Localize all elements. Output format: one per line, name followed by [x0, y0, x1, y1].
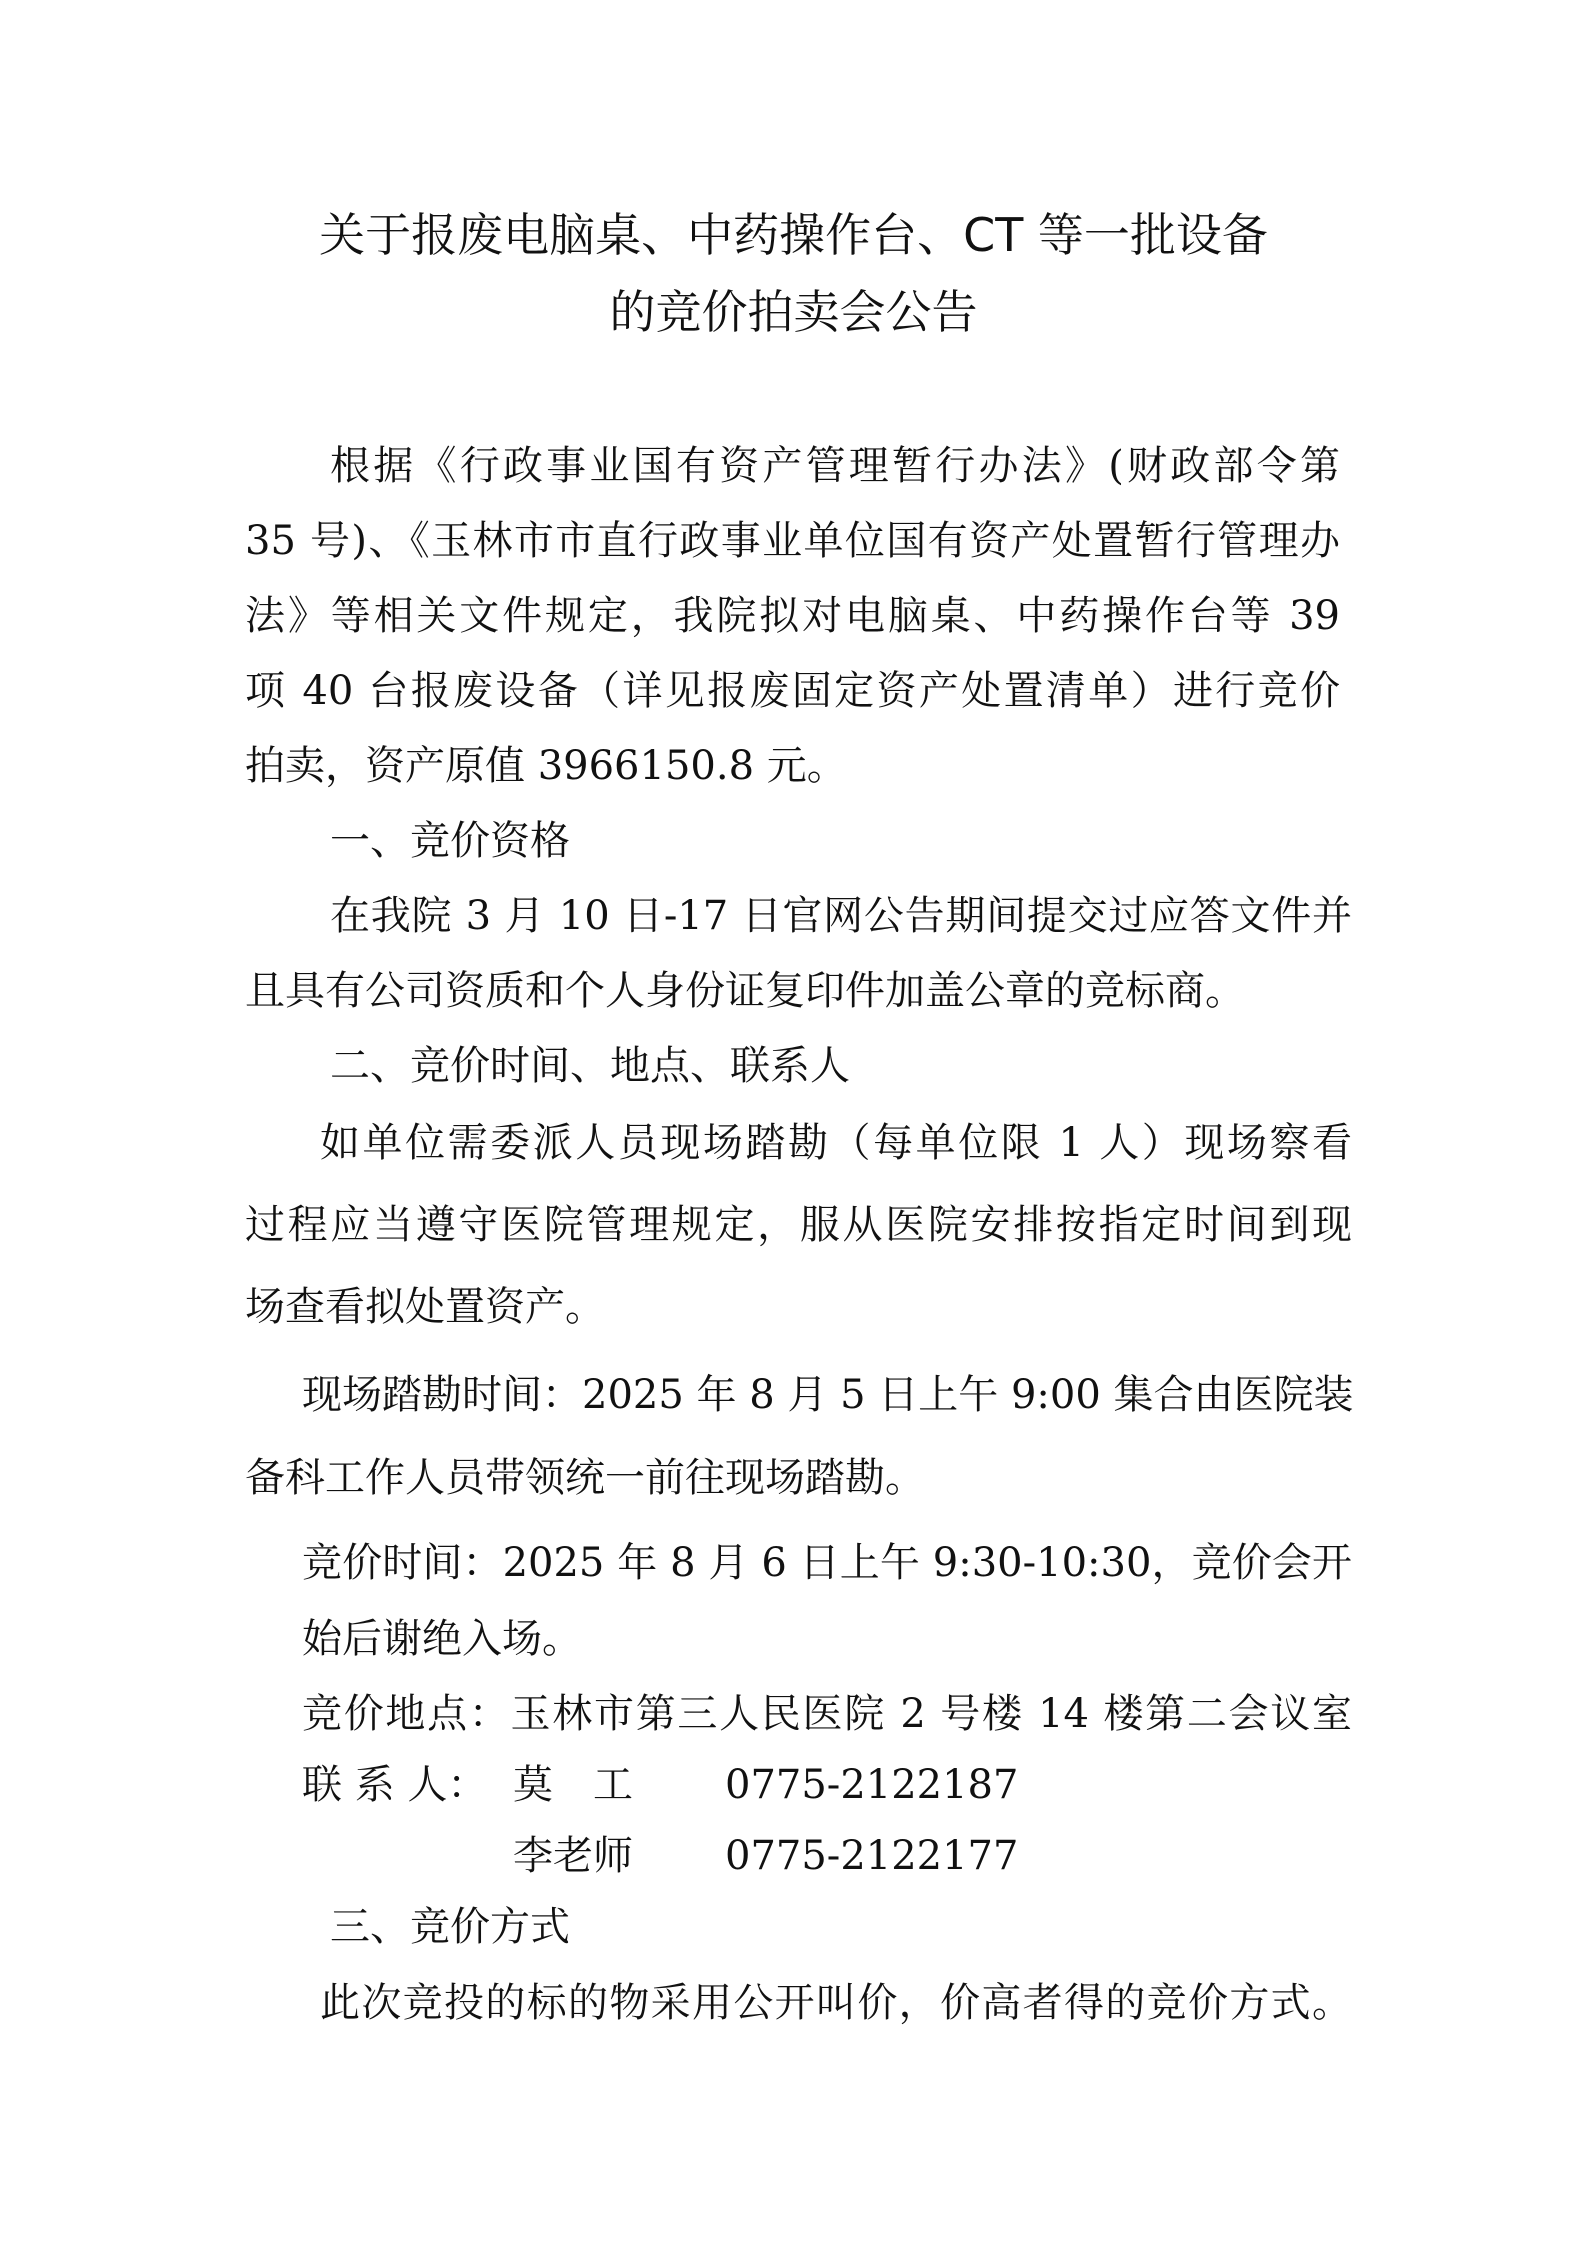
- title-line-2: 的竞价拍卖会公告: [609, 285, 978, 339]
- title-line-1: 关于报废电脑桌、中药操作台、CT 等一批设备: [319, 208, 1268, 262]
- contact-2-phone: 0775-2122177: [725, 1833, 1019, 1879]
- intro-line-4: 项 40 台报废设备（详见报废固定资产处置清单）进行竞价: [245, 668, 1340, 714]
- section-1-heading: 一、竞价资格: [330, 818, 570, 864]
- visit-line-3: 场查看拟处置资产。: [245, 1284, 605, 1330]
- section-3-heading: 三、竞价方式: [330, 1904, 570, 1950]
- section-3-line-1: 此次竞投的标的物采用公开叫价，价高者得的竞价方式。: [320, 1980, 1352, 2026]
- intro-line-1: 根据《行政事业国有资产管理暂行办法》(财政部令第: [330, 443, 1340, 489]
- contact-2-name: 李老师: [513, 1833, 633, 1879]
- intro-line-3: 法》等相关文件规定，我院拟对电脑桌、中药操作台等 39: [245, 593, 1340, 639]
- section-2-heading: 二、竞价时间、地点、联系人: [330, 1043, 850, 1089]
- section-1-line-2: 且具有公司资质和个人身份证复印件加盖公章的竞标商。: [245, 968, 1245, 1014]
- intro-line-2: 35 号)、《玉林市市直行政事业单位国有资产处置暂行管理办: [245, 518, 1340, 564]
- visit-line-1: 如单位需委派人员现场踏勘（每单位限 1 人）现场察看: [320, 1120, 1352, 1166]
- visit-line-2: 过程应当遵守医院管理规定，服从医院安排按指定时间到现: [245, 1202, 1352, 1248]
- time-line-1: 竞价时间：2025 年 8 月 6 日上午 9:30-10:30，竞价会开: [302, 1540, 1352, 1586]
- time-line-2: 始后谢绝入场。: [302, 1616, 582, 1662]
- section-1-line-1: 在我院 3 月 10 日-17 日官网公告期间提交过应答文件并: [330, 893, 1352, 939]
- contact-label: 联 系 人：: [302, 1762, 488, 1808]
- intro-line-5: 拍卖，资产原值 3966150.8 元。: [245, 743, 847, 789]
- contact-1-name: 莫 工: [513, 1762, 633, 1808]
- survey-line-1: 现场踏勘时间：2025 年 8 月 5 日上午 9:00 集合由医院装: [302, 1372, 1354, 1418]
- survey-line-2: 备科工作人员带领统一前往现场踏勘。: [245, 1455, 925, 1501]
- contact-1-phone: 0775-2122187: [725, 1762, 1019, 1808]
- location-line: 竞价地点：玉林市第三人民医院 2 号楼 14 楼第二会议室: [302, 1691, 1352, 1737]
